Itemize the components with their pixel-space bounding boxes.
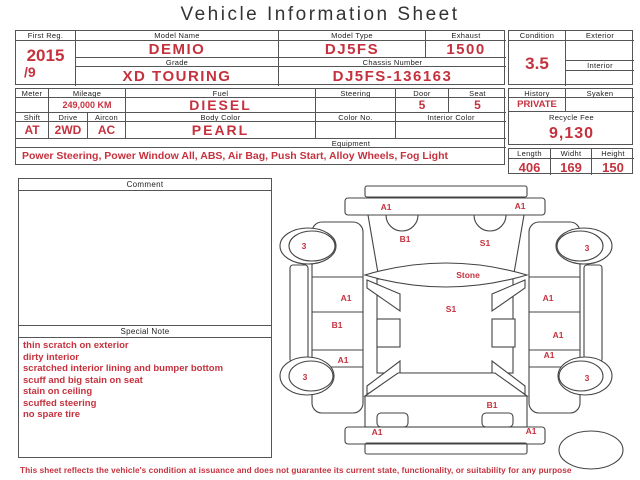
body-color-value: PEARL — [126, 122, 316, 139]
car-damage-diagram — [275, 180, 635, 470]
comment-body — [19, 191, 271, 325]
grade-label: Grade — [76, 58, 279, 67]
mark-quarter-left: A1 — [337, 355, 349, 365]
mileage-label: Mileage — [49, 89, 126, 98]
exterior-value — [566, 41, 634, 61]
height-label: Height — [592, 149, 634, 159]
special-note-line: stain on ceiling — [23, 386, 93, 397]
width-value: 169 — [551, 159, 592, 175]
right-sill — [584, 265, 602, 362]
condition-label: Condition — [509, 31, 566, 41]
length-value: 406 — [509, 159, 551, 175]
mileage-value: 249,000 KM — [49, 98, 126, 113]
special-note-line: scratched interior lining and bumper bottom — [23, 363, 224, 374]
drive-label: Drive — [49, 113, 88, 122]
width-label: Widht — [551, 149, 592, 159]
mark-windshield: Stone — [456, 270, 480, 280]
special-note-line: scuff and big stain on seat — [23, 374, 143, 386]
grade-value: XD TOURING — [76, 67, 279, 86]
chassis-number-value: DJ5FS-136163 — [332, 68, 453, 85]
mark-wheel-front-left: 3 — [301, 241, 307, 251]
door-value: 5 — [396, 98, 449, 113]
mark-cowl-right: S1 — [479, 238, 491, 248]
syaken-value — [566, 98, 634, 112]
equipment-label: Equipment — [331, 139, 371, 148]
aircon-label: Aircon — [88, 113, 126, 122]
right-center-window — [492, 319, 515, 347]
first-reg-year: 2015 — [26, 46, 65, 65]
exhaust-label: Exhaust — [426, 31, 506, 41]
special-note-line: thin scratch on exterior — [23, 340, 129, 351]
mark-door-front-left: A1 — [340, 293, 352, 303]
steering-label: Steering — [316, 89, 396, 98]
fuel-label: Fuel — [126, 89, 316, 98]
condition-table — [508, 30, 633, 85]
right-front-window — [492, 280, 525, 311]
first-reg-value — [16, 41, 76, 86]
equipment-header-row — [16, 139, 506, 148]
special-note-line: scuffed steering — [23, 397, 97, 409]
syaken-label: Syaken — [566, 89, 634, 98]
mark-door-rear-right: A1 — [552, 330, 564, 340]
dimensions-table — [508, 148, 633, 174]
model-type-label: Model Type — [279, 31, 426, 41]
interior-color-value — [396, 122, 506, 139]
left-sill — [290, 265, 308, 362]
mark-rear-bumper-right: A1 — [525, 426, 537, 436]
hood-arch-left — [386, 215, 418, 231]
drive-value: 2WD — [49, 122, 88, 139]
color-no-label: Color No. — [316, 113, 396, 122]
spec-table — [15, 88, 505, 165]
rear-gate — [365, 396, 527, 427]
history-table — [508, 88, 633, 145]
interior-color-label: Interior Color — [396, 113, 506, 122]
exterior-label: Exterior — [566, 31, 634, 41]
wheel-rear-right-tire — [559, 361, 603, 391]
seat-label: Seat — [449, 89, 506, 98]
model-type-value: DJ5FS — [279, 41, 426, 58]
shift-value: AT — [16, 122, 49, 139]
history-label: History — [509, 89, 566, 98]
special-note-label: Special Note — [19, 325, 271, 338]
mark-wheel-rear-right: 3 — [584, 373, 590, 383]
model-info-table — [15, 30, 505, 85]
recycle-fee-value: 9,130 — [548, 125, 595, 142]
mark-wheel-front-right: 3 — [584, 243, 590, 253]
wheel-front-left-tire — [289, 231, 335, 261]
seat-value: 5 — [449, 98, 506, 113]
special-note-line: no spare tire — [23, 409, 81, 420]
disclaimer-text: This sheet reflects the vehicle's condition at issuance and does not guarantee its current state, functionality, or suitability for any purpose — [20, 466, 572, 475]
mark-door-rear-left: B1 — [331, 320, 343, 330]
comment-label: Comment — [19, 179, 271, 191]
meter-label: Meter — [16, 89, 49, 98]
front-strip — [365, 186, 527, 197]
door-label: Door — [396, 89, 449, 98]
shift-label: Shift — [16, 113, 49, 122]
equipment-value: Power Steering, Power Window All, ABS, Air Bag, Push Start, Alloy Wheels, Fog Light — [22, 150, 448, 162]
first-reg-label: First Reg. — [16, 31, 76, 41]
special-note-body — [19, 338, 271, 457]
spare-circle — [559, 431, 623, 469]
chassis-number-label: Chassis Number — [279, 58, 506, 67]
page-title: Vehicle Information Sheet — [180, 4, 460, 25]
hood-arch-right — [474, 215, 506, 231]
mark-rear-gate: B1 — [486, 400, 498, 410]
interior-label: Interior — [566, 61, 634, 71]
wheel-front-right-tire — [557, 231, 603, 261]
mark-hood: B1 — [399, 234, 411, 244]
history-value: PRIVATE — [509, 98, 566, 112]
rear-strip — [365, 443, 527, 454]
comment-panel — [18, 178, 272, 458]
interior-value — [566, 71, 634, 86]
mark-front-bumper-left: A1 — [380, 202, 392, 212]
wheel-rear-left-tire — [289, 361, 333, 391]
model-name-label: Model Name — [76, 31, 279, 41]
exhaust-value: 1500 — [426, 41, 506, 58]
mark-rear-bumper-left: A1 — [371, 427, 383, 437]
body-color-label: Body Color — [126, 113, 316, 122]
color-no-value — [316, 122, 396, 139]
mark-quarter-right: A1 — [543, 350, 555, 360]
recycle-fee-label: Recycle Fee — [549, 112, 594, 122]
fuel-value: DIESEL — [126, 98, 316, 113]
mark-wheel-rear-left: 3 — [302, 372, 308, 382]
condition-value: 3.5 — [509, 41, 566, 86]
mark-door-front-right: A1 — [542, 293, 554, 303]
length-label: Length — [509, 149, 551, 159]
aircon-value: AC — [88, 122, 126, 139]
left-center-window — [377, 319, 400, 347]
height-value: 150 — [602, 159, 624, 175]
meter-value — [16, 98, 49, 113]
special-note-line: dirty interior — [23, 351, 79, 363]
model-name-value: DEMIO — [76, 41, 279, 58]
left-front-window — [367, 280, 400, 311]
mark-front-bumper-right: A1 — [514, 201, 526, 211]
first-reg-month: /9 — [24, 64, 36, 80]
windshield — [365, 263, 527, 287]
mark-roof: S1 — [445, 304, 457, 314]
steering-value — [316, 98, 396, 113]
